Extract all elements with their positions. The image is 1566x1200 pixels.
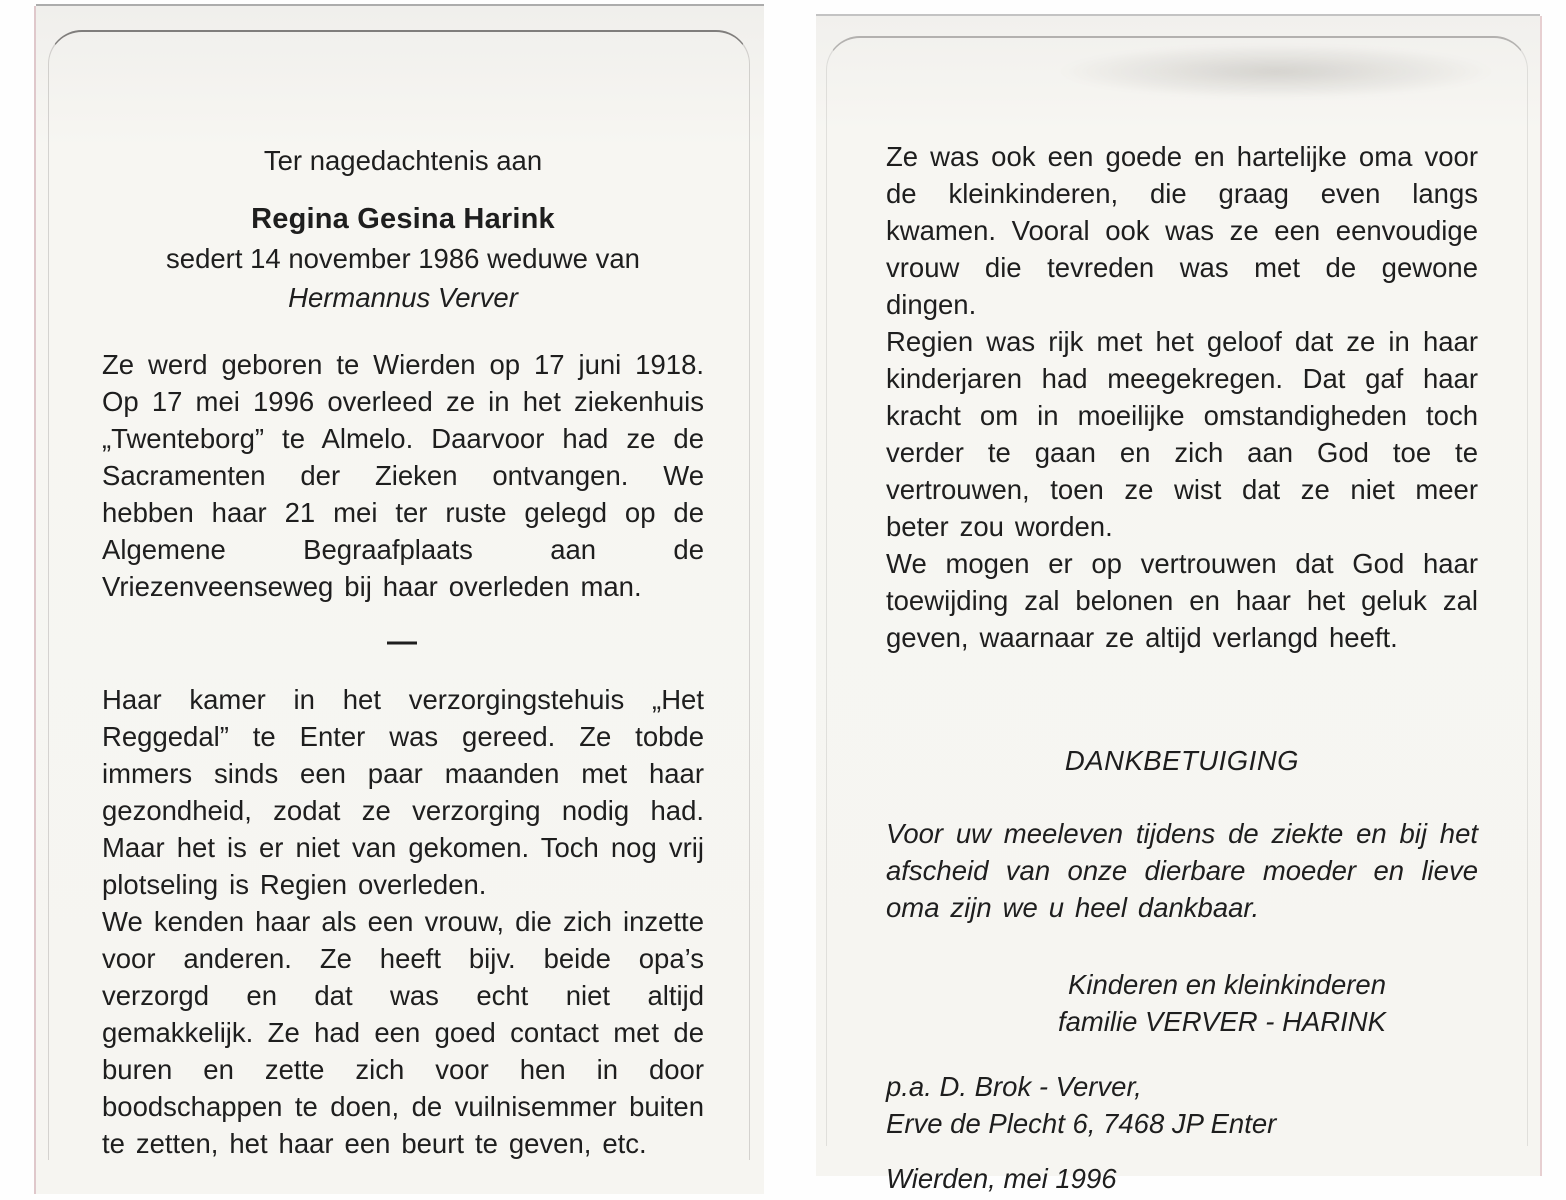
memorial-paragraph-faith: Regien was rijk met het geloof dat ze in haar kinderjaren had meegekregen. Dat gaf haar kracht om in moeilijke omstandigheden toch verder te gaan en zich aan God toe te vertrouwen, toen ze wist dat ze niet meer beter zou worden. bbox=[886, 326, 1478, 542]
spouse-name: Hermannus Verver bbox=[288, 282, 518, 313]
dedication-line: Ter nagedachtenis aan bbox=[263, 145, 543, 176]
left-page-content bbox=[36, 6, 764, 1162]
section-divider-dash: — bbox=[387, 625, 419, 658]
memorial-paragraph-trust: We mogen er op vertrouwen dat God haar toewijding zal belonen en haar het geluk zal geven, waarnaar ze altijd verlangd heeft. bbox=[886, 548, 1478, 653]
signature-family: familie VERVER - HARINK bbox=[1057, 1006, 1386, 1037]
biography-paragraph-nursing-home: Haar kamer in het verzorgingstehuis „Het Reggedal” te Enter was gereed. Ze tobde immers sinds een paar maanden met haar gezondheid, zodat ze verzorging nodig had. Maar het is er niet van gekomen. Toch nog vrij plotseling is Regien overleden. bbox=[102, 684, 704, 900]
widow-line: sedert 14 november 1986 weduwe van bbox=[166, 243, 640, 274]
signature-block bbox=[886, 966, 1478, 1040]
contact-name: p.a. D. Brok - Verver, bbox=[886, 1071, 1142, 1102]
signature-children: Kinderen en kleinkinderen bbox=[1068, 969, 1386, 1000]
acknowledgement-title: DANKBETUIGING bbox=[1064, 745, 1300, 776]
memorial-card-right-page bbox=[816, 16, 1540, 1194]
biography-paragraph-character: We kenden haar als een vrouw, die zich inzette voor anderen. Ze heeft bijv. beide opa’s verzorgd en dat was echt niet altijd gemakkelijk. Ze had een goed contact met de buren en zette zich voor hen in door boodschappen te doen, de vuilnisemmer buiten te zetten, het haar een beurt te geven, etc. bbox=[102, 906, 704, 1159]
memorial-paragraph-grandmother: Ze was ook een goede en hartelijke oma voor de kleinkinderen, die graag even langs kwamen. Vooral ook was ze een eenvoudige vrouw die tevreden was met de gewone dingen. bbox=[886, 141, 1478, 320]
contact-street: Erve de Plecht 6, 7468 JP Enter bbox=[886, 1108, 1277, 1139]
acknowledgement-text: Voor uw meeleven tijdens de ziekte en bij het afscheid van onze dierbare moeder en lieve oma zijn we u heel dankbaar. bbox=[886, 818, 1478, 923]
deceased-name: Regina Gesina Harink bbox=[251, 203, 555, 235]
biography-paragraph-birth-death: Ze werd geboren te Wierden op 17 juni 1918. Op 17 mei 1996 overleed ze in het ziekenhuis „Twenteborg” te Almelo. Daarvoor had ze de Sacramenten der Zieken ontvangen. We hebben haar 21 mei ter ruste gelegd op de Algemene Begraafplaats aan de Vriezenveenseweg bij haar overleden man. bbox=[102, 349, 704, 602]
right-page-content bbox=[816, 16, 1540, 1197]
place-and-date: Wierden, mei 1996 bbox=[886, 1163, 1117, 1194]
contact-address-block bbox=[886, 1068, 1478, 1142]
memorial-card-left-page bbox=[36, 6, 764, 1194]
